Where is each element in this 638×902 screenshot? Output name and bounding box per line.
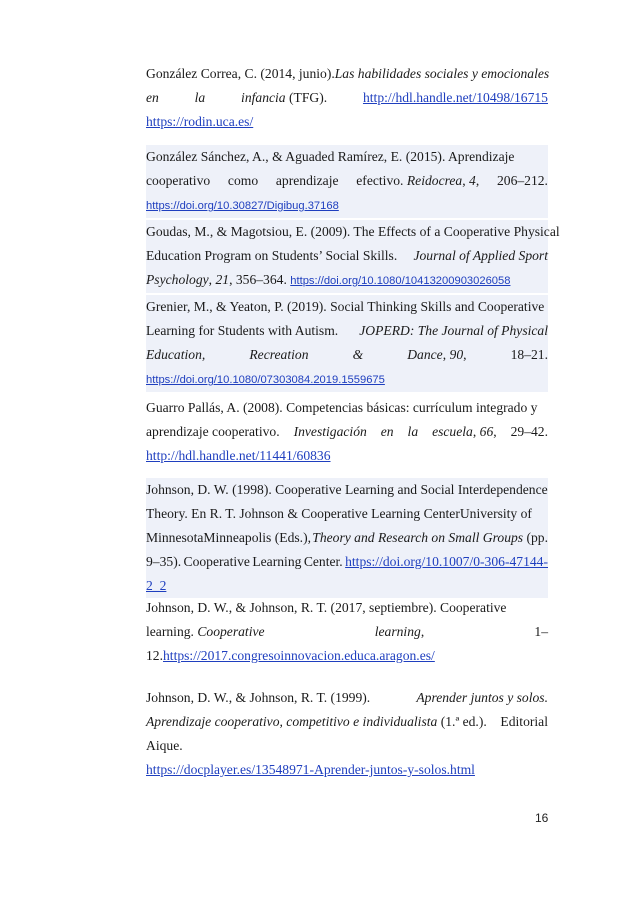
ref-line: Aprendizaje cooperativo, competitivo e individualista (1.ª ed.). Editorial <box>146 714 548 729</box>
doi-link[interactable]: https://doi.org/10.1080/10413200903026058 <box>290 275 511 287</box>
reference-johnson-1998 <box>146 478 548 598</box>
ref-line: Education, Recreation & Dance, 90, 18–21. <box>146 347 548 362</box>
ref-line: cooperativo como aprendizaje efectivo. Reidocrea, 4, 206–212. <box>146 173 548 188</box>
ref-line: en la infancia (TFG). http://hdl.handle.net/10498/16715 <box>146 86 548 110</box>
ref-line: learning. Cooperative learning, 1– <box>146 624 548 639</box>
doi-link[interactable]: https://doi.org/10.1007/0-306-47144- <box>345 554 548 569</box>
reference-johnson-1999 <box>146 686 548 782</box>
doi-link[interactable]: https://doi.org/10.30827/Digibug.37168 <box>146 200 339 212</box>
reference-goudas <box>146 220 560 293</box>
page-number: 16 <box>535 811 549 825</box>
reference-grenier <box>146 295 548 392</box>
ref-line: Grenier, M., & Yeaton, P. (2019). Social Thinking Skills and Cooperative <box>146 299 545 314</box>
ref-line: 12.https://2017.congresoinnovacion.educa.aragon.es/ <box>146 648 435 663</box>
ref-line: Theory. En R. T. Johnson & Cooperative Learning CenterUniversity of <box>146 506 532 521</box>
ref-line: Goudas, M., & Magotsiou, E. (2009). The Effects of a Cooperative Physical <box>146 224 560 239</box>
ref-line: Aique. <box>146 738 183 753</box>
ref-line: Johnson, D. W., & Johnson, R. T. (1999). Aprender juntos y solos. <box>146 690 548 705</box>
hdl-link[interactable]: http://hdl.handle.net/10498/16715 <box>362 90 548 105</box>
hdl-link[interactable]: http://hdl.handle.net/11441/60836 <box>146 448 331 463</box>
reference-gonzalez-correa <box>146 62 548 134</box>
ref-line: MinnesotaMinneapolis (Eds.), Theory and Research on Small Groups (pp. <box>146 530 548 545</box>
ref-line: González Correa, C. (2014, junio). Las habilidades sociales y emocionales <box>146 66 550 81</box>
ref-line: Psychology, 21, 356–364. https://doi.org/10.1080/10413200903026058 <box>146 272 511 287</box>
ref-line: Guarro Pallás, A. (2008). Competencias básicas: currículum integrado y <box>146 400 538 415</box>
ref-line: aprendizaje cooperativo. Investigación en la escuela, 66, 29–42. <box>146 424 548 439</box>
ref-line: Learning for Students with Autism. JOPERD: The Journal of Physical <box>146 323 548 338</box>
ref-line: Johnson, D. W. (1998). Cooperative Learning and Social Interdependence <box>146 482 548 497</box>
docplayer-link[interactable]: https://docplayer.es/13548971-Aprender-juntos-y-solos.html <box>146 762 475 777</box>
reference-johnson-2017 <box>146 596 548 668</box>
ref-line: González Sánchez, A., & Aguaded Ramírez, E. (2015). Aprendizaje <box>146 149 515 164</box>
ref-line: 9–35). Cooperative Learning Center. https://doi.org/10.1007/0-306-47144- <box>146 550 548 574</box>
doi-link-continued[interactable]: 2_2 <box>146 578 167 593</box>
ref-line: Johnson, D. W., & Johnson, R. T. (2017, septiembre). Cooperative <box>146 600 507 615</box>
congreso-link[interactable]: https://2017.congresoinnovacion.educa.aragon.es/ <box>163 648 435 663</box>
doi-link[interactable]: https://doi.org/10.1080/07303084.2019.1559675 <box>146 374 385 386</box>
ref-line: Education Program on Students’ Social Skills. Journal of Applied Sport <box>146 248 548 263</box>
rodin-link[interactable]: https://rodin.uca.es/ <box>146 114 254 129</box>
reference-gonzalez-sanchez <box>146 145 548 218</box>
reference-guarro <box>146 396 548 468</box>
